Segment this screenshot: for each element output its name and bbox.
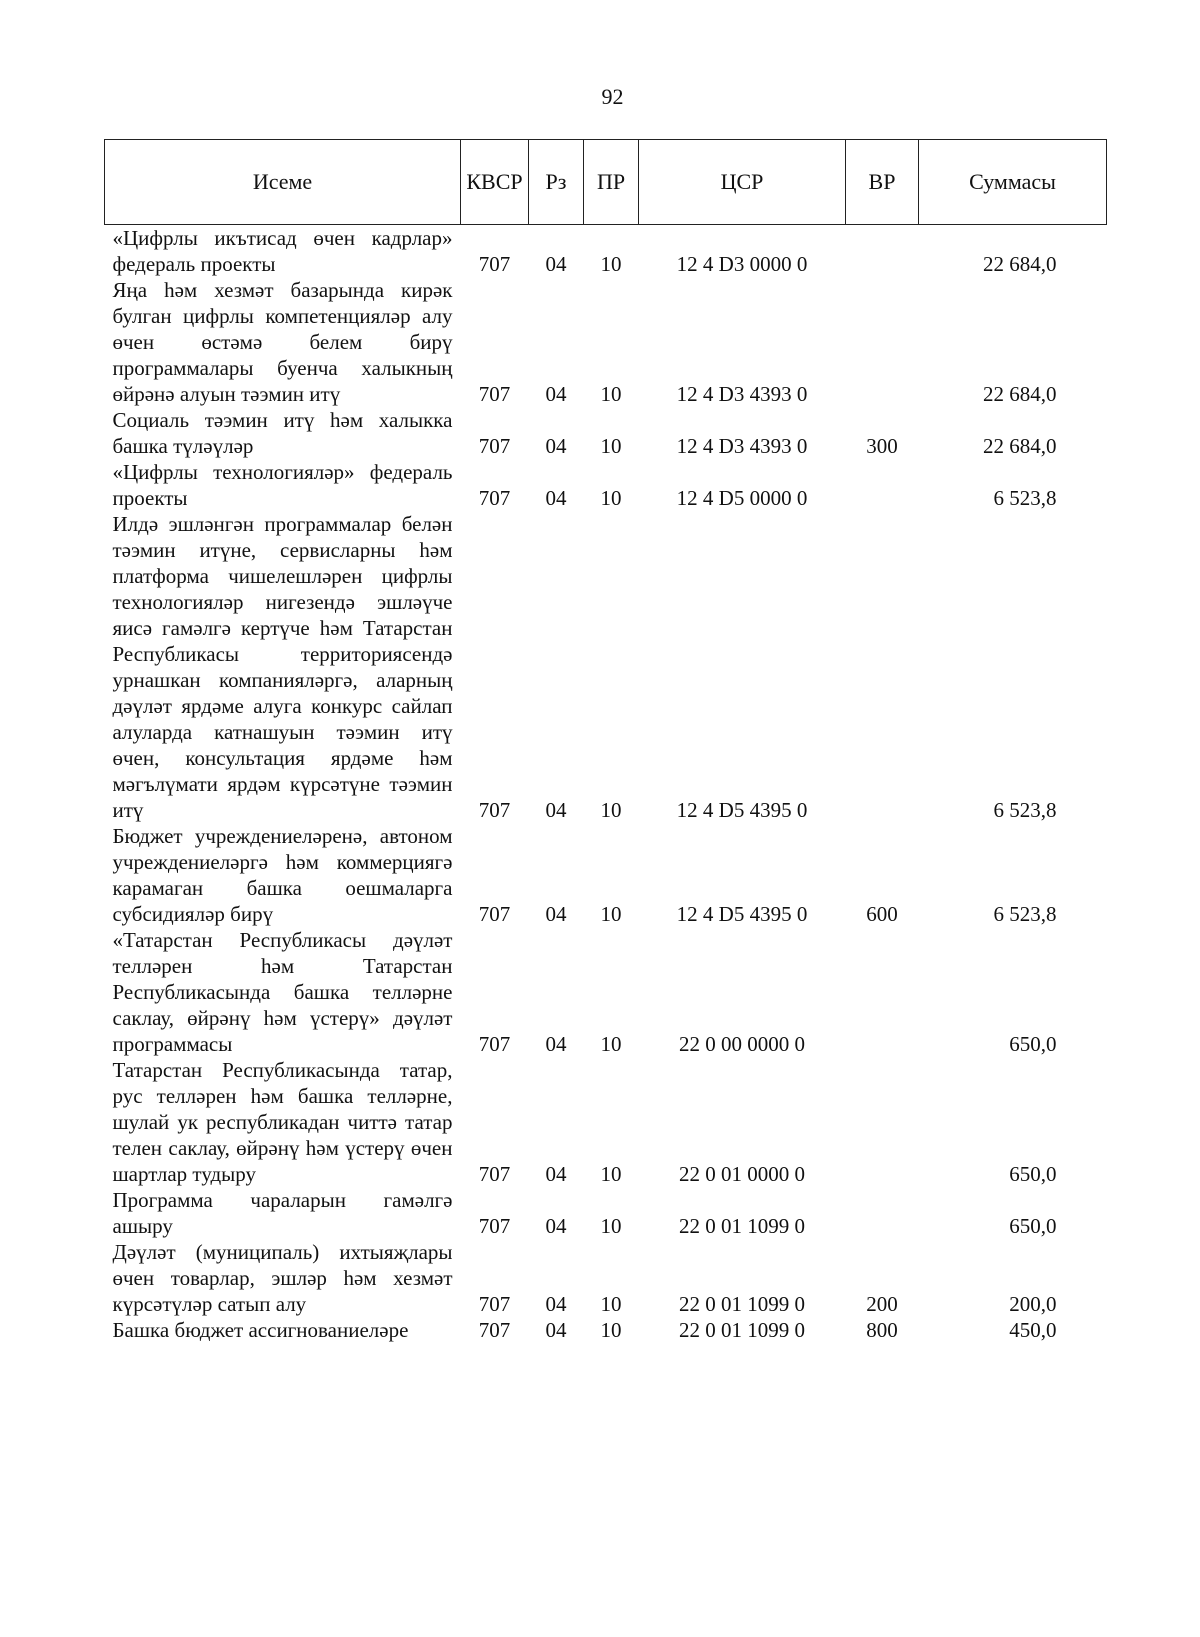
table-body [105,225,1107,1344]
row-kvsr: 707 [478,1292,511,1316]
row-rz: 04 [545,382,567,406]
row-sum: 6 523,8 [993,798,1057,822]
budget-table [104,139,1107,1343]
row-csr: 22 0 01 1099 0 [679,1292,805,1316]
row-csr: 22 0 01 0000 0 [679,1162,805,1186]
table-row [105,1187,1107,1239]
row-pr: 10 [600,1214,622,1238]
row-kvsr: 707 [478,434,511,458]
row-name: Социаль тәэмин итү һәм халыкка башка түләүләр [112,408,453,458]
row-rz: 04 [545,434,567,458]
row-pr: 10 [600,252,622,276]
table-row [105,1239,1107,1317]
row-vr: 800 [866,1318,898,1342]
table-row [105,277,1107,407]
row-pr: 10 [600,486,622,510]
table-row [105,823,1107,927]
row-sum: 650,0 [1009,1214,1057,1238]
page-number: 92 [601,84,624,109]
row-name: «Цифрлы икътисад өчен кадрлар» федераль проекты [112,226,453,276]
row-pr: 10 [600,1162,622,1186]
row-name: «Цифрлы технологияләр» федераль проекты [112,460,453,510]
row-rz: 04 [545,1214,567,1238]
row-kvsr: 707 [478,1318,511,1342]
row-rz: 04 [545,902,567,926]
row-name: Татарстан Республикасында татар, рус телләрен һәм башка телләрне, шулай ук республикадан читтә татар телен саклау, өйрәнү һәм үстерү өчен шартлар тудыру [112,1058,453,1186]
row-name: Программа чараларын гамәлгә ашыру [112,1188,453,1238]
row-kvsr: 707 [478,252,511,276]
row-kvsr: 707 [478,1032,511,1056]
table-row [105,225,1107,278]
row-rz: 04 [545,1292,567,1316]
row-name: Дәүләт (муниципаль) ихтыяҗлары өчен товарлар, эшләр һәм хезмәт күрсәтүләр сатып алу [112,1240,453,1316]
row-kvsr: 707 [478,1162,511,1186]
row-rz: 04 [545,1318,567,1342]
row-pr: 10 [600,1292,622,1316]
row-rz: 04 [545,486,567,510]
row-sum: 650,0 [1009,1162,1057,1186]
row-csr: 12 4 D3 0000 0 [676,252,808,276]
header-kvsr: КВСР [461,140,529,225]
table-row [105,927,1107,1057]
table-row [105,1057,1107,1187]
row-csr: 12 4 D3 4393 0 [676,382,808,406]
row-kvsr: 707 [478,902,511,926]
row-kvsr: 707 [478,486,511,510]
table-row [105,459,1107,511]
row-vr [846,277,919,407]
row-sum: 22 684,0 [983,434,1057,458]
row-name: «Татарстан Республикасы дәүләт телләрен һәм Татарстан Республикасында башка телләрне саклау, өйрәнү һәм үстерү» дәүләт программасы [112,928,453,1056]
row-sum: 200,0 [1009,1292,1057,1316]
row-sum: 450,0 [1009,1318,1057,1342]
header-vr: ВР [846,140,919,225]
row-csr: 12 4 D5 4395 0 [676,798,808,822]
row-pr: 10 [600,902,622,926]
row-name: Башка бюджет ассигнованиеләре [112,1318,409,1342]
table-header [105,140,1107,225]
header-csr: ЦСР [639,140,846,225]
row-csr: 12 4 D5 4395 0 [676,902,808,926]
row-pr: 10 [600,1318,622,1342]
row-csr: 22 0 01 1099 0 [679,1318,805,1342]
row-csr: 22 0 00 0000 0 [679,1032,805,1056]
row-pr: 10 [600,382,622,406]
row-rz: 04 [545,252,567,276]
row-vr [846,511,919,823]
row-rz: 04 [545,1162,567,1186]
row-csr: 12 4 D3 4393 0 [676,434,808,458]
row-csr: 12 4 D5 0000 0 [676,486,808,510]
header-rz: Рз [529,140,584,225]
table-row [105,1317,1107,1343]
row-vr: 600 [866,902,898,926]
row-name: Илдә эшләнгән программалар белән тәэмин итүне, сервисларны һәм платформа чишелешләрен цифрлы технологияләр нигезендә эшләүче яисә гамәлгә кертүче һәм Татарстан Республикасы территориясендә урнашкан компанияләргә, аларның дәүләт ярдәме алуга конкурс сайлап алуларда катнашуын тәэмин итү өчен, консультация ярдәме һәм мәгълүмати ярдәм күрсәтүне тәэмин итү [112,512,453,822]
row-name: Яңа һәм хезмәт базарында кирәк булган цифрлы компетенцияләр алу өчен өстәмә белем бирү программалары буенча халыкның өйрәнә алуын тәэмин итү [112,278,453,406]
row-name: Бюджет учреждениеләренә, автоном учреждениеләргә һәм коммерциягә карамаган башка оешмаларга субсидияләр бирү [112,824,453,926]
row-rz: 04 [545,798,567,822]
table-row [105,511,1107,823]
row-sum: 6 523,8 [993,486,1057,510]
row-rz: 04 [545,1032,567,1056]
header-sum: Суммасы [919,140,1107,225]
row-vr [846,927,919,1057]
row-vr [846,1187,919,1239]
row-kvsr: 707 [478,798,511,822]
header-name: Исеме [105,140,461,225]
row-pr: 10 [600,798,622,822]
header-pr: ПР [584,140,639,225]
row-csr: 22 0 01 1099 0 [679,1214,805,1238]
row-pr: 10 [600,1032,622,1056]
row-sum: 22 684,0 [983,382,1057,406]
row-vr [846,459,919,511]
row-vr [846,1057,919,1187]
row-kvsr: 707 [478,382,511,406]
row-sum: 650,0 [1009,1032,1057,1056]
row-sum: 6 523,8 [993,902,1057,926]
table-row [105,407,1107,459]
row-kvsr: 707 [478,1214,511,1238]
row-vr: 300 [866,434,898,458]
row-vr: 200 [866,1292,898,1316]
row-vr [846,225,919,278]
row-pr: 10 [600,434,622,458]
row-sum: 22 684,0 [983,252,1057,276]
